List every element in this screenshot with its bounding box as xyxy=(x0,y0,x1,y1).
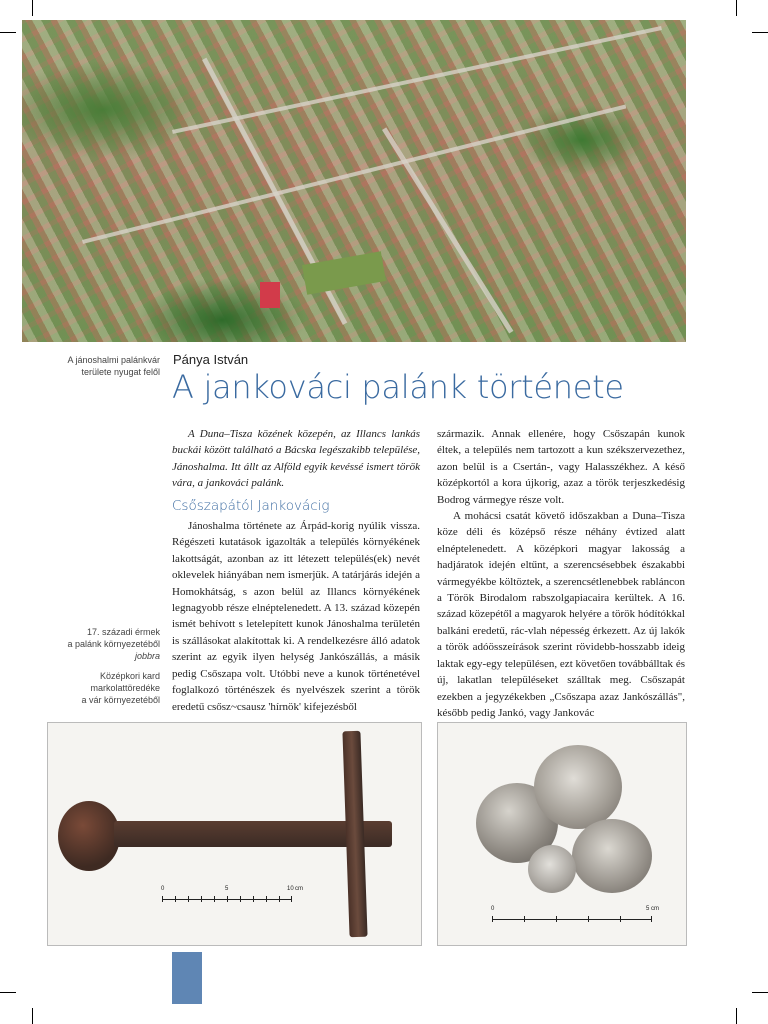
coins-scale xyxy=(491,906,659,925)
crop-mark xyxy=(0,992,16,993)
coin xyxy=(572,819,652,893)
column-1 xyxy=(172,426,420,715)
crop-mark xyxy=(736,1008,737,1024)
caption-line: jobbra xyxy=(134,651,160,661)
crop-mark xyxy=(752,32,768,33)
column-2 xyxy=(437,426,685,721)
sword-scale xyxy=(161,886,303,905)
caption-line: Középkori kard xyxy=(99,671,160,681)
road xyxy=(82,105,626,244)
sword-crossguard xyxy=(342,731,367,938)
crop-mark xyxy=(0,32,16,33)
caption-line: 17. századi érmek xyxy=(86,627,160,637)
scale-unit: cm xyxy=(295,886,303,892)
crop-mark xyxy=(32,1008,33,1024)
road xyxy=(382,127,513,333)
scale-unit: cm xyxy=(651,906,659,912)
caption-line: a vár környezetéből xyxy=(81,695,160,705)
scale-label: 0 xyxy=(161,886,165,892)
section-heading: Csőszapától Jankovácig xyxy=(172,497,330,514)
scale-label: 0 xyxy=(491,906,495,912)
scale-label: 5 xyxy=(225,886,229,892)
crop-mark xyxy=(32,0,33,16)
sword-caption xyxy=(81,670,160,706)
body-paragraph: származik. Annak ellenére, hogy Csőszapán kunok éltek, a település nem tartozott a kun székszervezethez, azon belül is a Csertán-, vagy Halasszékhez. A késő középkortól a kora újkorig, azaz a török terjeszkedésig Bodrog vármegye része volt. xyxy=(437,428,685,506)
coins-caption xyxy=(67,626,160,662)
crop-mark xyxy=(736,0,737,16)
caption-line: A jánoshalmi palánkvár xyxy=(67,355,160,365)
caption-line: markolattöredéke xyxy=(90,683,160,693)
author: Pánya István xyxy=(173,352,249,367)
lead-paragraph: A Duna–Tisza közének közepén, az Illancs lankás buckái között található a Bácska legészakibb települése, Jánoshalma. Itt állt az Alföld egyik kevéssé ismert török vára, a jankováci palánk. xyxy=(172,428,420,490)
field xyxy=(302,251,386,294)
scale-label: 10 xyxy=(287,886,294,892)
caption-line: területe nyugat felől xyxy=(81,367,160,377)
crop-mark xyxy=(752,992,768,993)
coin xyxy=(534,745,622,829)
body-paragraph: A mohácsi csatát követő időszakban a Duna–Tisza köze déli és középső része néhány évtized alatt elnéptelenedett. A középkori magyar lakosság a hadjáratok idején eltűnt, a szerencsésebbek északabbi vármegyékbe költöztek, a szerencsétlenebbek rabláncon a Török Birodalom rabszolgapiacaira kerültek. A 16. század közepétől a magyarok helyére a török hódítókkal balkáni eredetű, rác-vlah népesség érkezett. Az új lakók a török adóösszeírások szerint rövidebb-hosszabb ideig laktak egy-egy településen, ezt követően továbbálltak és új, lakatlan településeket szálltak meg. Csőszapát ezekben a jegyzékekben „Csőszapa azaz Jankószállás", később pedig Jankó, vagy Jankovác xyxy=(437,510,685,719)
body-paragraph: Jánoshalma története az Árpád-korig nyúlik vissza. Régészeti kutatások igazolták a település környékének lakottságát, azonban az itt létezett település(ek) nevét oklevelek hiányában nem ismerjük. A tatárjárás idején a Homokhátság, s azon belül az Illancs környékének legnagyobb része elnéptelenedett. A 13. század közepén ismét behívott s letelepített kunok Jánoshalma területén is szállásokat alakítottak ki. A rendelkezésre álló adatok szerint az egyik ilyen helység Jankószállás, a másik pedig Csőszapa volt. Utóbbi neve a kunok történetével foglalkozó történészek és nyelvészek szerint a török eredetű csősz~csausz 'hírnök' kifejezésből xyxy=(172,520,420,713)
page-tab xyxy=(172,952,202,1004)
aerial-photo xyxy=(22,20,686,342)
page-title: A jankováci palánk története xyxy=(172,368,624,406)
sword-pommel xyxy=(58,801,120,871)
caption-line: a palánk környezetéből xyxy=(67,639,160,649)
red-roof xyxy=(260,282,280,308)
sword-figure xyxy=(47,722,422,946)
coin xyxy=(528,845,576,893)
scale-label: 5 xyxy=(646,906,650,912)
coins-figure xyxy=(437,722,687,946)
photo-caption xyxy=(67,354,160,378)
